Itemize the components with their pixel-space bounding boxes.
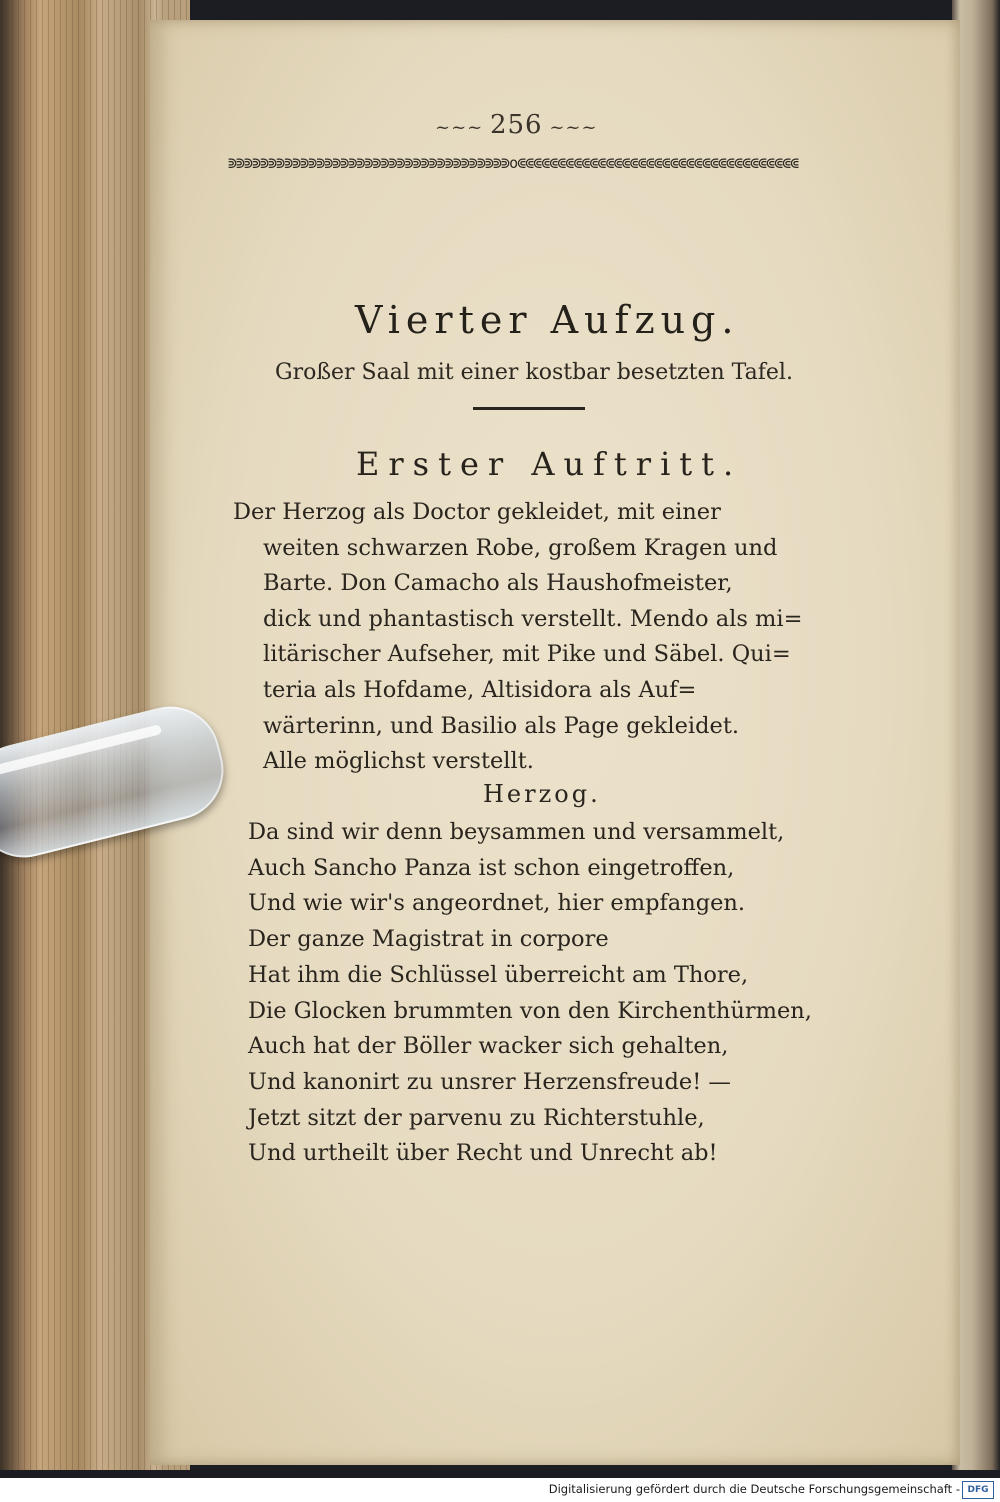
speaker-name: Herzog.: [483, 780, 601, 808]
act-title: Vierter Aufzug.: [355, 298, 740, 342]
separator-rule: [473, 407, 585, 410]
stage-direction: [233, 495, 841, 780]
page-number-right-ornament: ~~~: [542, 117, 598, 138]
footer-credit: Digitalisierung gefördert durch die Deutsche Forschungsgemeinschaft -: [548, 1482, 960, 1496]
verse-line: Auch hat der Böller wacker sich gehalten,: [248, 1033, 729, 1060]
dfg-logo: DFG: [962, 1481, 994, 1499]
verse-line: Und kanonirt zu unsrer Herzensfreude! —: [248, 1068, 731, 1095]
setting-description: Großer Saal mit einer kostbar besetzten Tafel.: [275, 360, 793, 385]
verse-line: Und urtheilt über Recht und Unrecht ab!: [248, 1140, 718, 1167]
stage-direction-line: Barte. Don Camacho als Haushofmeister,: [263, 570, 733, 597]
header-ornament-rule: ⋑⋑⋑⋑⋑⋑⋑⋑⋑⋑⋑⋑⋑⋑⋑⋑⋑⋑⋑⋑⋑⋑⋑⋑⋑⋑⋑⋑⋑⋑⋑⋑⋑⋑⋑o⋐⋐⋐⋐⋐⋐⋐⋐⋐⋐⋐⋐⋐⋐⋐⋐⋐⋐⋐⋐⋐⋐⋐⋐⋐⋐⋐⋐⋐⋐⋐⋐⋐⋐⋐: [228, 154, 799, 172]
verse-line: Die Glocken brummten von den Kirchenthürmen,: [248, 997, 812, 1024]
verse-line: Da sind wir denn beysammen und versammelt,: [248, 819, 785, 845]
verse-line: Auch Sancho Panza ist schon eingetroffen,: [248, 854, 735, 881]
stage-direction-line: wärterinn, und Basilio als Page gekleidet.: [263, 712, 740, 739]
scene-title: Erster Auftritt.: [356, 445, 743, 483]
footer-strip: [0, 1478, 1000, 1502]
verse-line: Hat ihm die Schlüssel überreicht am Thore,: [248, 961, 749, 988]
stage-direction-line: teria als Hofdame, Altisidora als Auf=: [263, 676, 697, 703]
verse-line: Jetzt sitzt der parvenu zu Richterstuhle,: [248, 1104, 705, 1131]
verse-line: Der ganze Magistrat in corpore: [248, 926, 609, 953]
verse-line: Und wie wir's angeordnet, hier empfangen.: [248, 890, 746, 917]
stage-direction-line: dick und phantastisch verstellt. Mendo als mi=: [263, 605, 803, 632]
page-number-left-ornament: ~~~: [435, 117, 490, 138]
page-number-value: 256: [489, 110, 543, 140]
verse-block: [248, 815, 812, 1172]
stage-direction-line: weiten schwarzen Robe, großem Kragen und: [263, 534, 778, 561]
page-number: [435, 110, 598, 140]
stage-direction-line: Alle möglichst verstellt.: [263, 748, 534, 775]
stage-direction-line: litärischer Aufseher, mit Pike und Säbel. Qui=: [263, 641, 791, 668]
stage-direction-line: Der Herzog als Doctor gekleidet, mit einer: [233, 499, 721, 525]
